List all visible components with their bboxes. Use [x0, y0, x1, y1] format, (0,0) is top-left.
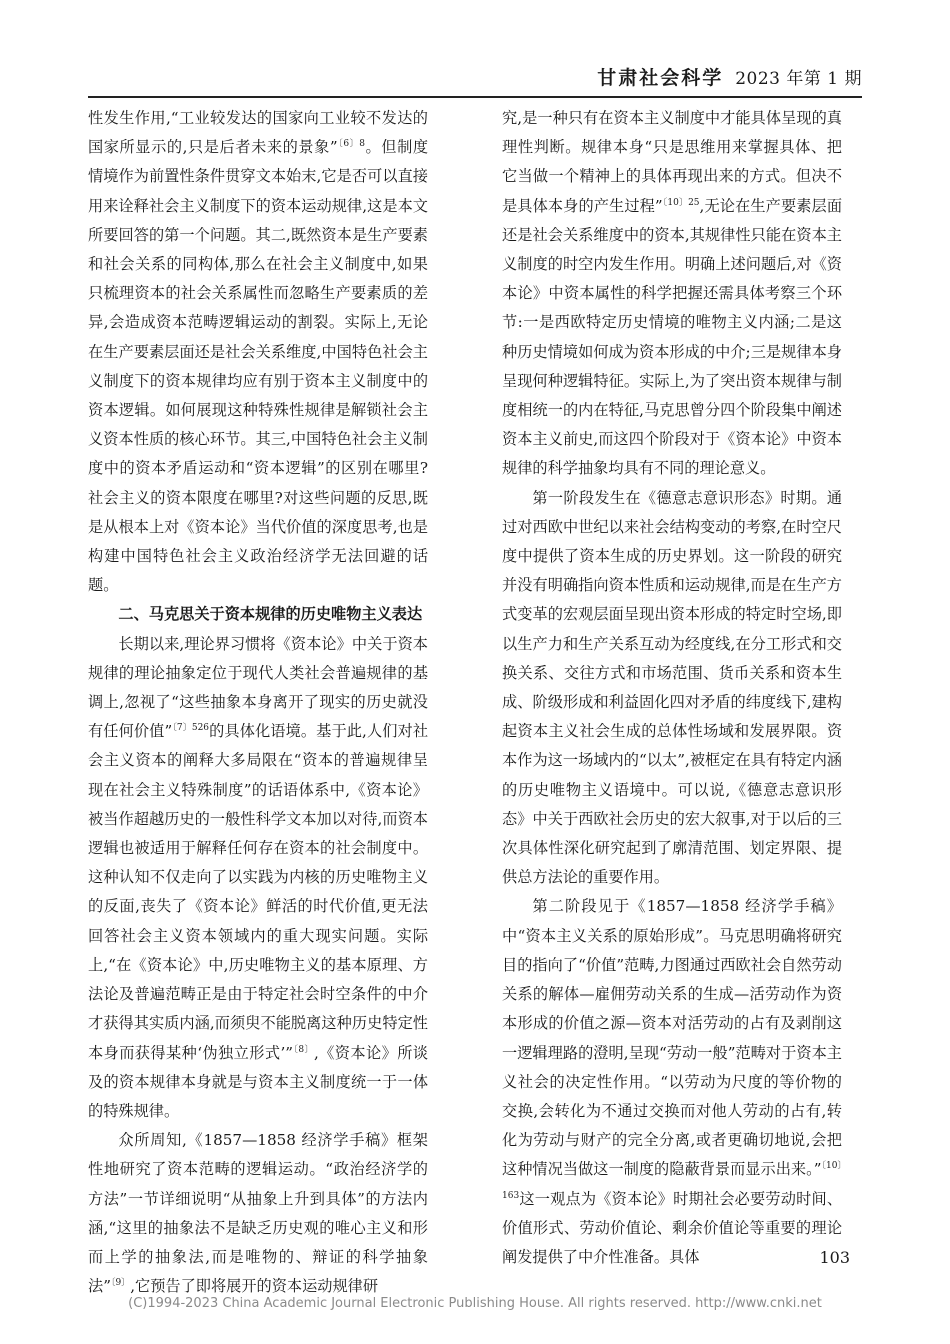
paragraph [88, 630, 428, 1126]
citation-ref: 〔7〕526 [172, 723, 210, 734]
text-run: 究,是一种只有在资本主义制度中才能具体呈现的真理性判断。规律本身“只是思维用来掌握具体、把它当做一个精神上的具体再现出来的方式。但决不是具体本身的产生过程” [502, 109, 842, 215]
paragraph [502, 892, 842, 1272]
text-run: ,无论在生产要素层面还是社会关系维度中的资本,其规律性只能在资本主义制度的时空内发生作用。明确上述问题后,对《资本论》中资本属性的科学把握还需具体考察三个环节:一是西欧特定历史情境的唯物主义内涵;二是这种历史情境如何成为资本形成的中介;三是规律本身呈现何种逻辑特征。实际上,为了突出资本规律与制度相统一的内在特征,马克思曾分四个阶段集中阐述资本主义前史,而这四个阶段对于《资本论》中资本规律的科学抽象均具有不同的理论意义。 [502, 196, 843, 478]
right-column [502, 104, 842, 1272]
issue-label: 2023 年第 1 期 [735, 69, 862, 89]
citation-ref: 〔10〕25 [662, 197, 700, 208]
section-heading: 二、马克思关于资本规律的历史唯物主义表达 [118, 605, 423, 624]
running-header [88, 60, 862, 98]
text-run: ,它预告了即将展开的资本运动规律研 [130, 1277, 379, 1296]
text-run: 。但制度情境作为前置性条件贯穿文本始末,它是否可以直接用来诠释社会主义制度下的资本运动规律,这是本文所要回答的第一个问题。其二,既然资本是生产要素和社会关系的同构体,那么在社会主义制度中,如果只梳理资本的社会关系属性而忽略生产要素质的差异,会造成资本范畴逻辑运动的割裂。实际上,无论在生产要素层面还是社会关系维度,中国特色社会主义制度下的资本规律均应有别于资本主义制度中的资本逻辑。如何展现这种特殊性规律是解锁社会主义资本性质的核心环节。其三,中国特色社会主义制度中的资本矛盾运动和“资本逻辑”的区别在哪里?社会主义的资本限度在哪里?对这些问题的反思,既是从根本上对《资本论》当代价值的深度思考,也是构建中国特色社会主义政治经济学无法回避的话题。 [88, 138, 429, 595]
paragraph [88, 104, 428, 600]
citation-ref: 〔10〕163 [502, 1161, 843, 1201]
paragraph [502, 104, 842, 484]
journal-title: 甘肃社会科学 [597, 67, 724, 89]
left-column [88, 104, 428, 1301]
paragraph [88, 1126, 428, 1301]
citation-ref: 〔6〕8 [337, 139, 365, 150]
text-run: 长期以来,理论界习惯将《资本论》中关于资本规律的理论抽象定位于现代人类社会普遍规律的基调上,忽视了“这些抽象本身离开了现实的历史就没有任何价值” [88, 634, 428, 741]
header-title-group [597, 63, 862, 90]
text-run: 的具体化语境。基于此,人们对社会主义资本的阐释大多局限在“资本的普遍规律呈现在社会主义特殊制度”的话语体系中,《资本论》被当作超越历史的一般性科学文本加以对待,而资本逻辑也被适用于解释任何存在资本的社会制度中。这种认知不仅走向了以实践为内核的历史唯物主义的反面,丧失了《资本论》鲜活的时代价值,更无法回答社会主义资本领域内的重大现实问题。实际上,“在《资本论》中,历史唯物主义的基本原理、方法论及普遍范畴正是由于特定社会时空条件的中介才获得其实质内涵,而须臾不能脱离这种历史特定性本身而获得某种‘伪独立形式’” [88, 722, 429, 1062]
page-number: 103 [819, 1248, 850, 1267]
citation-ref: 〔8〕 [293, 1044, 314, 1055]
text-run: 第二阶段见于《1857—1858 经济学手稿》中“资本主义关系的原始形成”。马克思明确将研究目的指向了“价值”范畴,力图通过西欧社会自然劳动关系的解体—雇佣劳动关系的生成—活劳动作为资本形成的价值之源—资本对活劳动的占有及剥削这一逻辑理路的澄明,呈现“劳动一般”范畴对于资本主义社会的决定性作用。“以劳动为尺度的等价物的交换,会转化为不通过交换而对他人劳动的占有,转化为劳动与财产的完全分离,或者更确切地说,会把这种情况当做这一制度的隐蔽背景而显示出来。” [502, 897, 842, 1179]
text-run: 这一观点为《资本论》时期社会必要劳动时间、价值形式、劳动价值论、剩余价值论等重要的理论阐发提供了中介性准备。具体 [502, 1189, 842, 1266]
text-run: 众所周知,《1857—1858 经济学手稿》框架性地研究了资本范畴的逻辑运动。“政治经济学的方法”一节详细说明“从抽象上升到具体”的方法内涵,“这里的抽象法不是缺乏历史观的唯心主义和形而上学的抽象法,而是唯物的、辩证的科学抽象法” [88, 1131, 428, 1296]
text-run: ,《资本论》所谈及的资本规律本身就是与资本主义制度统一于一体的特殊规律。 [88, 1043, 428, 1120]
citation-ref: 〔9〕 [110, 1278, 131, 1289]
paragraph: 第一阶段发生在《德意志意识形态》时期。通过对西欧中世纪以来社会结构变动的考察,在时空尺度中提供了资本生成的历史界划。这一阶段的研究并没有明确指向资本性质和运动规律,而是在生产方式变革的宏观层面呈现出资本形成的特定时空场,即以生产力和生产关系互动为经度线,在分工形式和交换关系、交往方式和市场范围、货币关系和资本生成、阶级形成和利益固化四对矛盾的纬度线下,建构起资本主义社会生成的总体性场域和发展界限。资本作为这一场域内的“以太”,被框定在具有特定内涵的历史唯物主义语境中。可以说,《德意志意识形态》中关于西欧社会历史的宏大叙事,对于以后的三次具体性深化研究起到了廓清范围、划定界限、提供总方法论的重要作用。 [502, 488, 842, 887]
copyright-footer: (C)1994-2023 China Academic Journal Electronic Publishing House. All rights reserved. http://www.cnki.net [128, 1296, 822, 1311]
text-run: 性发生作用,“工业较发达的国家向工业较不发达的国家所显示的,只是后者未来的景象” [88, 109, 428, 157]
